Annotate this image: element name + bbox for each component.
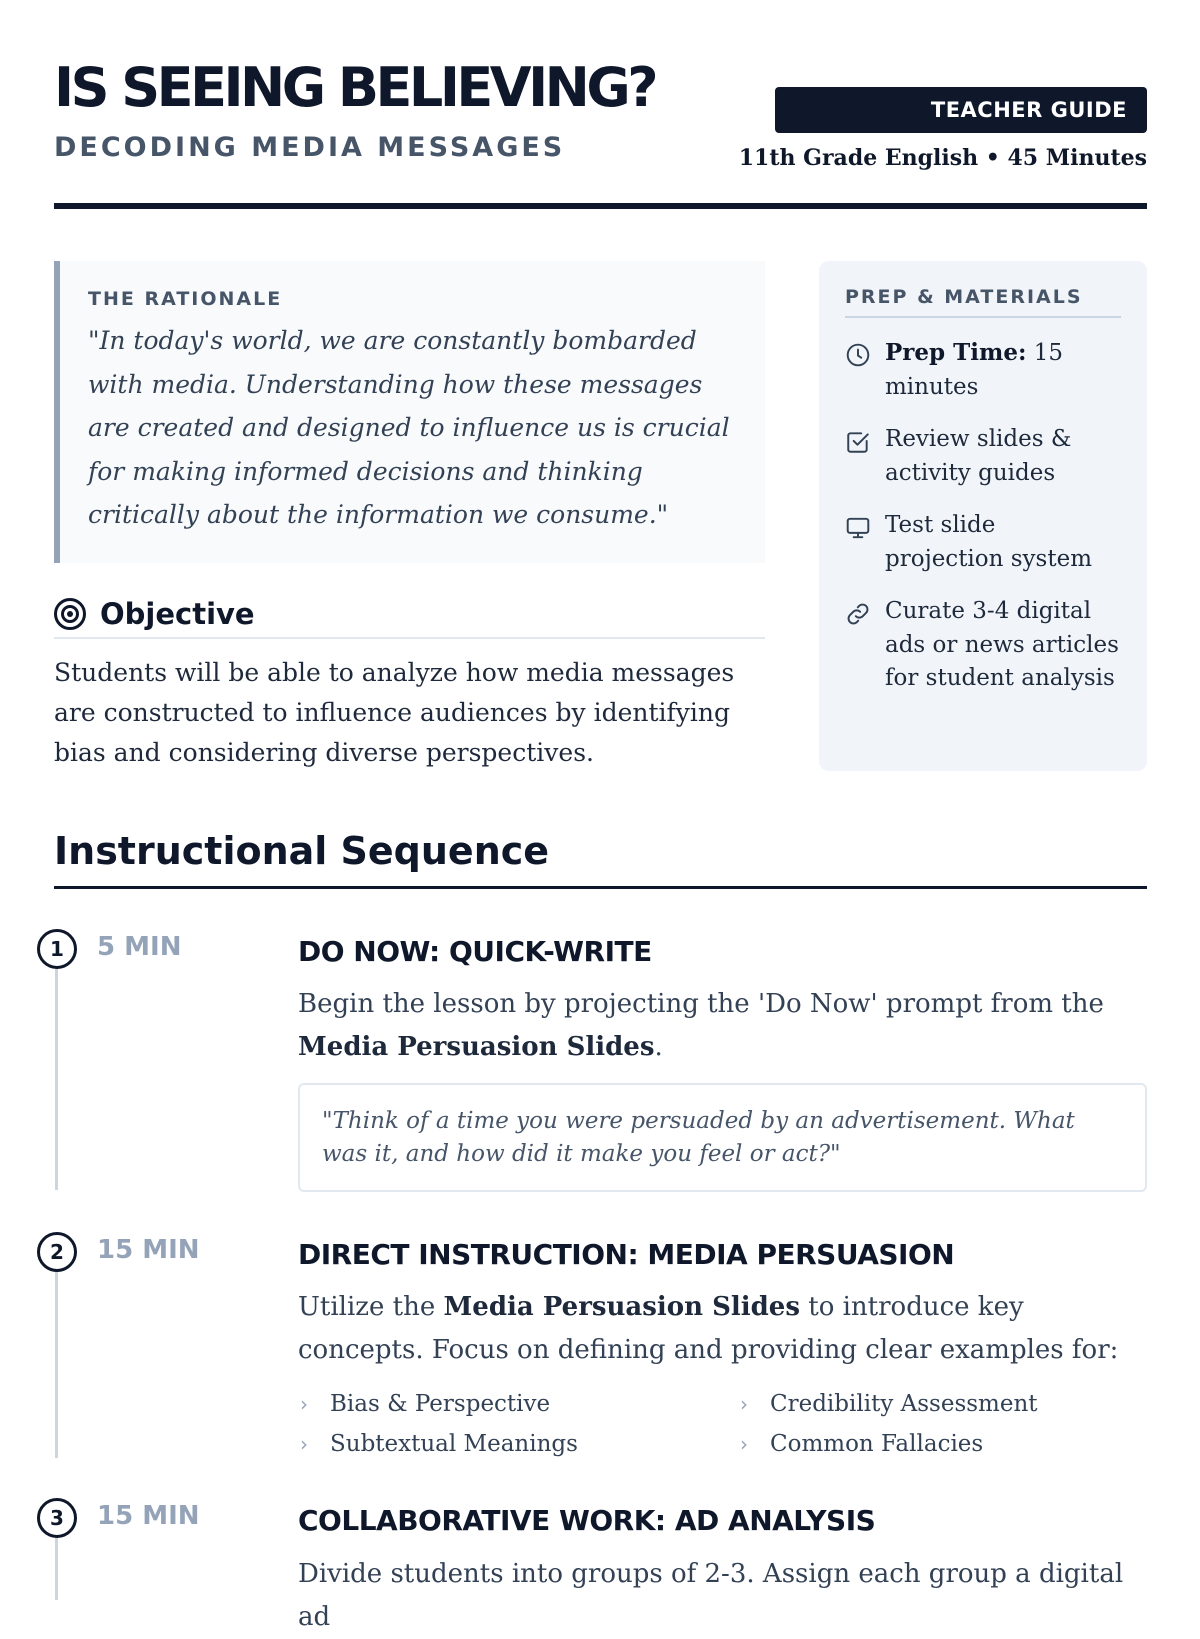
step-2-number: 2 (37, 1232, 77, 1272)
prep-time-value: 15 minutes (885, 340, 1064, 400)
step-2-timeline (55, 1271, 58, 1458)
step-3-body: Divide students into groups of 2-3. Assign each group a digital ad (298, 1559, 1124, 1632)
prep-item-review (845, 423, 1121, 490)
slides-reference: Media Persuasion Slides (443, 1292, 800, 1322)
objective-header (54, 594, 765, 639)
prep-item-time (845, 336, 1121, 404)
page-header (54, 54, 1147, 209)
target-icon (54, 598, 86, 630)
chevron-right-icon: › (300, 1432, 308, 1456)
rationale-panel (54, 261, 765, 563)
objective-text: Students will be able to analyze how media messages are constructed to influence audiences by identifying bias and considering diverse perspectives. (54, 658, 735, 767)
link-icon (845, 601, 871, 627)
objective-title: Objective (100, 597, 255, 631)
teacher-guide-badge: TEACHER GUIDE (775, 87, 1147, 133)
step-1-body: Begin the lesson by projecting the 'Do Now' prompt from the Media Persuasion Slides. (298, 989, 1104, 1062)
prep-materials-panel (819, 261, 1147, 771)
chevron-right-icon: › (740, 1432, 748, 1456)
prep-review-text: Review slides & activity guides (885, 426, 1072, 486)
prep-list (845, 336, 1121, 696)
do-now-prompt: "Think of a time you were persuaded by an advertisement. What was it, and how did it make you feel or act?" (298, 1083, 1147, 1192)
prep-item-curate (845, 595, 1121, 696)
prep-projection-text: Test slide projection system (885, 512, 1093, 572)
step-1-timeline (55, 968, 58, 1190)
step-2-time: 15 MIN (97, 1235, 200, 1265)
prep-time-label: Prep Time: (885, 339, 1027, 366)
step-1-time: 5 MIN (97, 932, 182, 962)
step-2-title: DIRECT INSTRUCTION: MEDIA PERSUASION (298, 1238, 955, 1271)
prep-item-projection (845, 509, 1121, 576)
chevron-right-icon: › (300, 1392, 308, 1416)
step-1-number: 1 (37, 929, 77, 969)
chevron-right-icon: › (740, 1392, 748, 1416)
prep-curate-text: Curate 3-4 digital ads or news articles for student analysis (885, 598, 1119, 691)
rationale-label: THE RATIONALE (88, 288, 283, 310)
list-item: › Common Fallacies (738, 1426, 1147, 1462)
grade-duration-meta: 11th Grade English • 45 Minutes (738, 145, 1147, 171)
clock-icon (845, 342, 871, 368)
page-title: IS SEEING BELIEVING? (54, 56, 656, 119)
step-3-timeline (55, 1537, 58, 1600)
page-subtitle: DECODING MEDIA MESSAGES (54, 132, 566, 163)
step-3-number: 3 (37, 1498, 77, 1538)
step-3-title: COLLABORATIVE WORK: AD ANALYSIS (298, 1504, 876, 1537)
checkbox-icon (845, 429, 871, 455)
rationale-quote: "In today's world, we are constantly bombarded with media. Understanding how these messages are created and designed to influence us is crucial for making informed decisions and thinking critically about the information we consume." (88, 326, 730, 529)
sequence-title: Instructional Sequence (54, 829, 550, 873)
list-item: › Credibility Assessment (738, 1386, 1147, 1422)
slides-reference: Media Persuasion Slides (298, 1032, 655, 1062)
step-3-time: 15 MIN (97, 1501, 200, 1531)
key-concepts-list (298, 1386, 1147, 1462)
monitor-icon (845, 515, 871, 541)
sequence-header (54, 823, 1147, 889)
list-item: › Subtextual Meanings (298, 1426, 738, 1462)
prep-label: PREP & MATERIALS (845, 285, 1121, 318)
step-1-title: DO NOW: QUICK-WRITE (298, 935, 652, 968)
list-item: › Bias & Perspective (298, 1386, 738, 1422)
step-2-body: Utilize the Media Persuasion Slides to introduce key concepts. Focus on defining and providing clear examples for: (298, 1292, 1119, 1365)
